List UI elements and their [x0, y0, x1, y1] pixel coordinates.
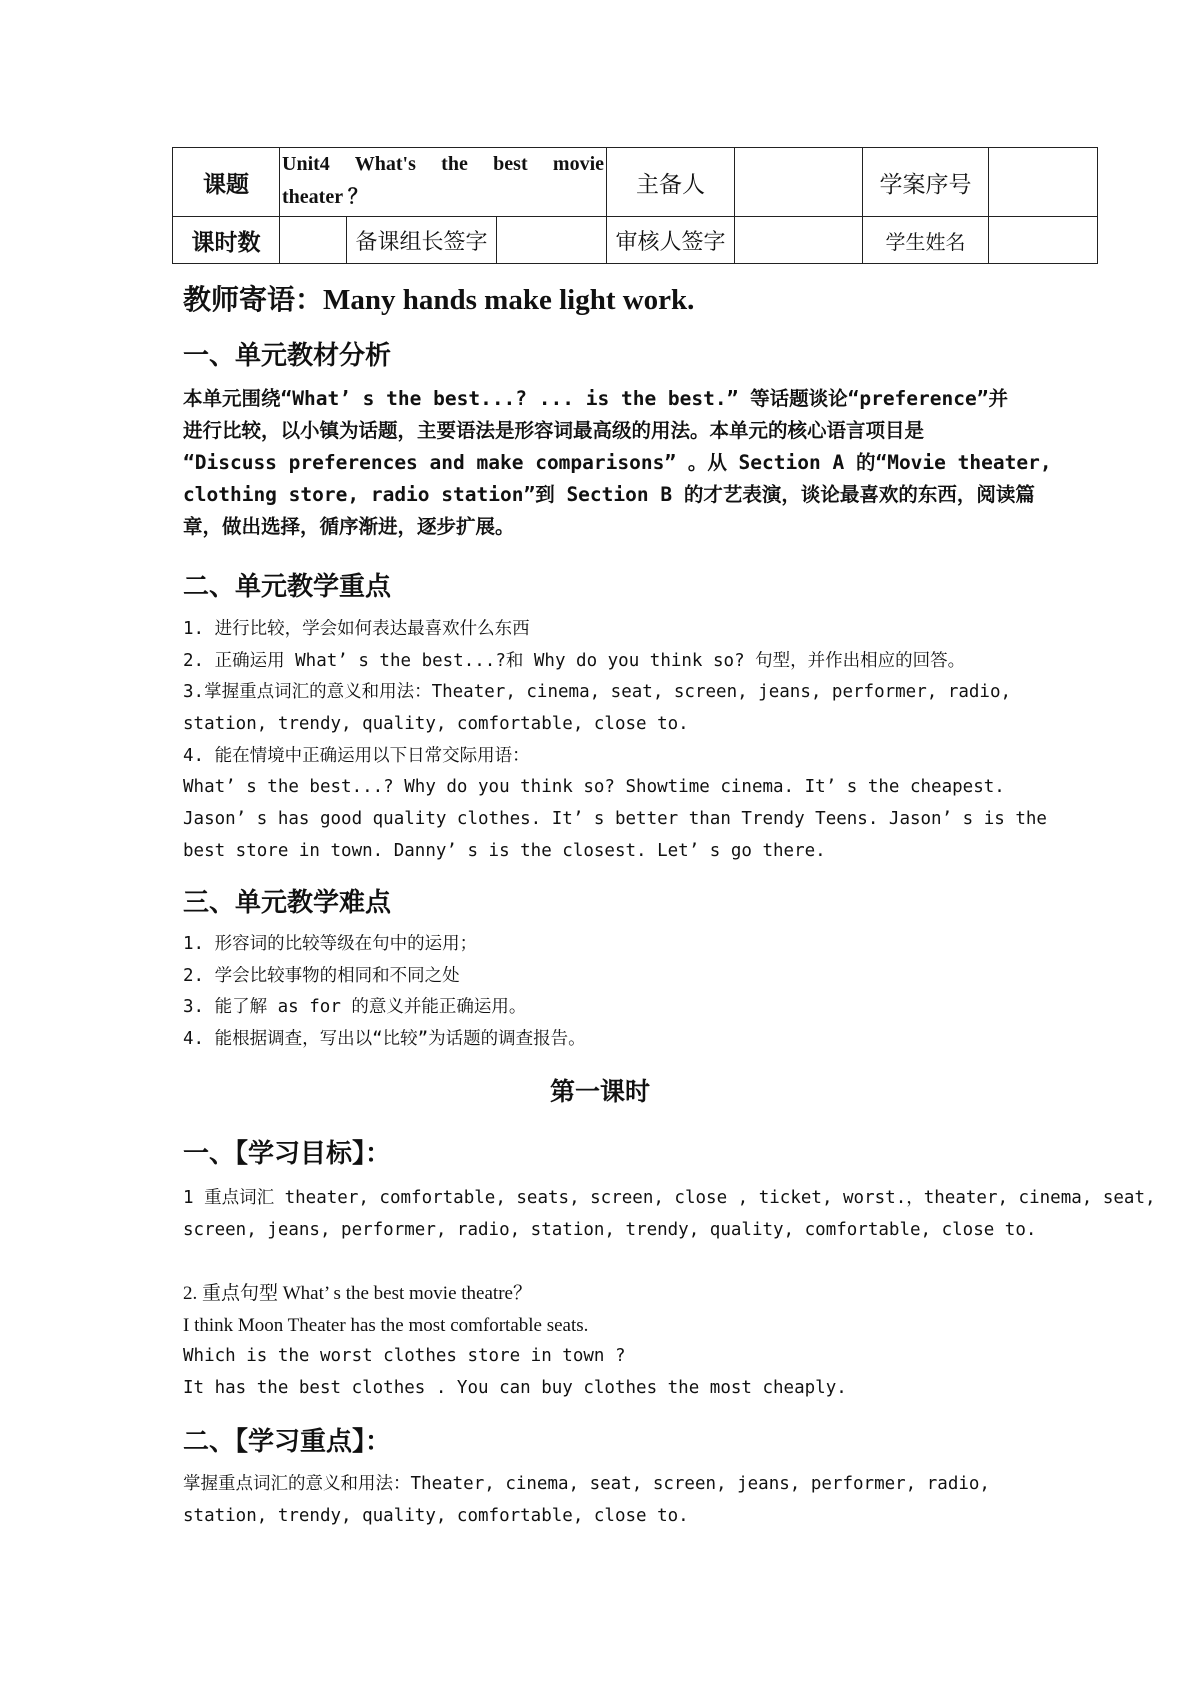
difficulty-line: 3. 能了解 as for 的意义并能正确运用。: [183, 997, 527, 1018]
section-title-focus: 二、【学习重点】：: [183, 1427, 392, 1457]
goals-sentence-line: It has the best clothes . You can buy clothes the most cheaply.: [183, 1378, 847, 1399]
goals-vocab: [183, 1183, 1156, 1246]
lesson-info-table: [172, 147, 1098, 264]
case-number-value: [989, 148, 1098, 217]
difficulty-line: 1. 形容词的比较等级在句中的运用；: [183, 934, 478, 954]
lesson-title: 第一课时: [549, 1077, 650, 1106]
goals-sentence-line: I think Moon Theater has the most comfortable seats.: [183, 1314, 589, 1336]
lead-value: [735, 148, 863, 217]
key-point-line: best store in town. Danny’ s is the closest. Let’ s go there.: [183, 840, 826, 861]
focus-line: station, trendy, quality, comfortable, close to.: [183, 1505, 689, 1526]
topic-value: [280, 148, 607, 217]
motto-prefix: 教师寄语：: [183, 283, 324, 316]
analysis-line: 本单元围绕“What’ s the best...? ... is the best.” 等话题谈论“preference”并: [183, 387, 1008, 410]
focus-lines: [183, 1469, 990, 1532]
student-name-value: [989, 217, 1098, 264]
key-point-line: 2. 正确运用 What’ s the best...?和 Why do you think so? 句型，并作出相应的回答。: [183, 650, 966, 671]
key-point-line: 3.掌握重点词汇的意义和用法：Theater, cinema, seat, screen, jeans, performer, radio,: [183, 682, 1012, 703]
key-point-line: 1. 进行比较，学会如何表达最喜欢什么东西: [183, 619, 530, 639]
section-title-analysis: 一、单元教材分析: [183, 341, 392, 371]
key-points-list: [183, 614, 1047, 868]
student-name-label: 学生姓名: [863, 217, 989, 264]
topic-line-1: Unit4 What's the best movie: [282, 153, 605, 175]
analysis-line: “Discuss preferences and make comparisons” 。从 Section A 的“Movie theater,: [183, 451, 1052, 474]
difficulties-list: [183, 929, 586, 1056]
case-number-label: 学案序号: [863, 148, 989, 217]
periods-label: 课时数: [173, 217, 280, 264]
teacher-motto: [183, 278, 694, 318]
difficulty-line: 4. 能根据调查，写出以“比较”为话题的调查报告。: [183, 1029, 586, 1050]
motto-text: Many hands make light work.: [323, 284, 695, 316]
difficulty-line: 2. 学会比较事物的相同和不同之处: [183, 965, 460, 986]
key-point-line: station, trendy, quality, comfortable, close to.: [183, 714, 689, 735]
goals-sentence-line: 2. 重点句型 What’ s the best movie theatre？: [183, 1283, 532, 1304]
focus-line: 掌握重点词汇的意义和用法：Theater, cinema, seat, screen, jeans, performer, radio,: [183, 1474, 990, 1494]
topic-line-2: theater ？: [282, 186, 368, 208]
analysis-line: 进行比较，以小镇为话题，主要语法是形容词最高级的用法。本单元的核心语言项目是: [183, 419, 925, 442]
analysis-line: clothing store, radio station”到 Section B 的才艺表演，谈论最喜欢的东西，阅读篇: [183, 483, 1035, 506]
goals-sentence-line: Which is the worst clothes store in town ?: [183, 1346, 626, 1367]
reviewer-sign-label: 审核人签字: [607, 217, 735, 264]
goals-vocab-line: 1 重点词汇 theater, comfortable, seats, screen, close , ticket, worst.，theater, cinema, seat,: [183, 1188, 1156, 1208]
reviewer-sign-value: [735, 217, 863, 264]
analysis-paragraph: [183, 383, 1052, 543]
group-sign-label: 备课组长签字: [347, 217, 497, 264]
key-point-line: Jason’ s has good quality clothes. It’ s better than Trendy Teens. Jason’ s is the: [183, 809, 1047, 830]
key-point-line: 4. 能在情境中正确运用以下日常交际用语：: [183, 745, 530, 766]
periods-value: [280, 217, 347, 264]
goals-sentences: [183, 1278, 847, 1405]
section-title-difficulties: 三、单元教学难点: [183, 888, 392, 918]
section-title-goals: 一、【学习目标】：: [183, 1139, 392, 1169]
goals-vocab-line: screen, jeans, performer, radio, station, trendy, quality, comfortable, close to.: [183, 1219, 1037, 1240]
analysis-line: 章，做出选择，循序渐进，逐步扩展。: [183, 515, 515, 538]
lead-label: 主备人: [607, 148, 735, 217]
group-sign-value: [497, 217, 607, 264]
section-title-key-points: 二、单元教学重点: [183, 572, 392, 602]
topic-label: 课题: [173, 148, 280, 217]
key-point-line: What’ s the best...? Why do you think so? Showtime cinema. It’ s the cheapest.: [183, 777, 1005, 798]
